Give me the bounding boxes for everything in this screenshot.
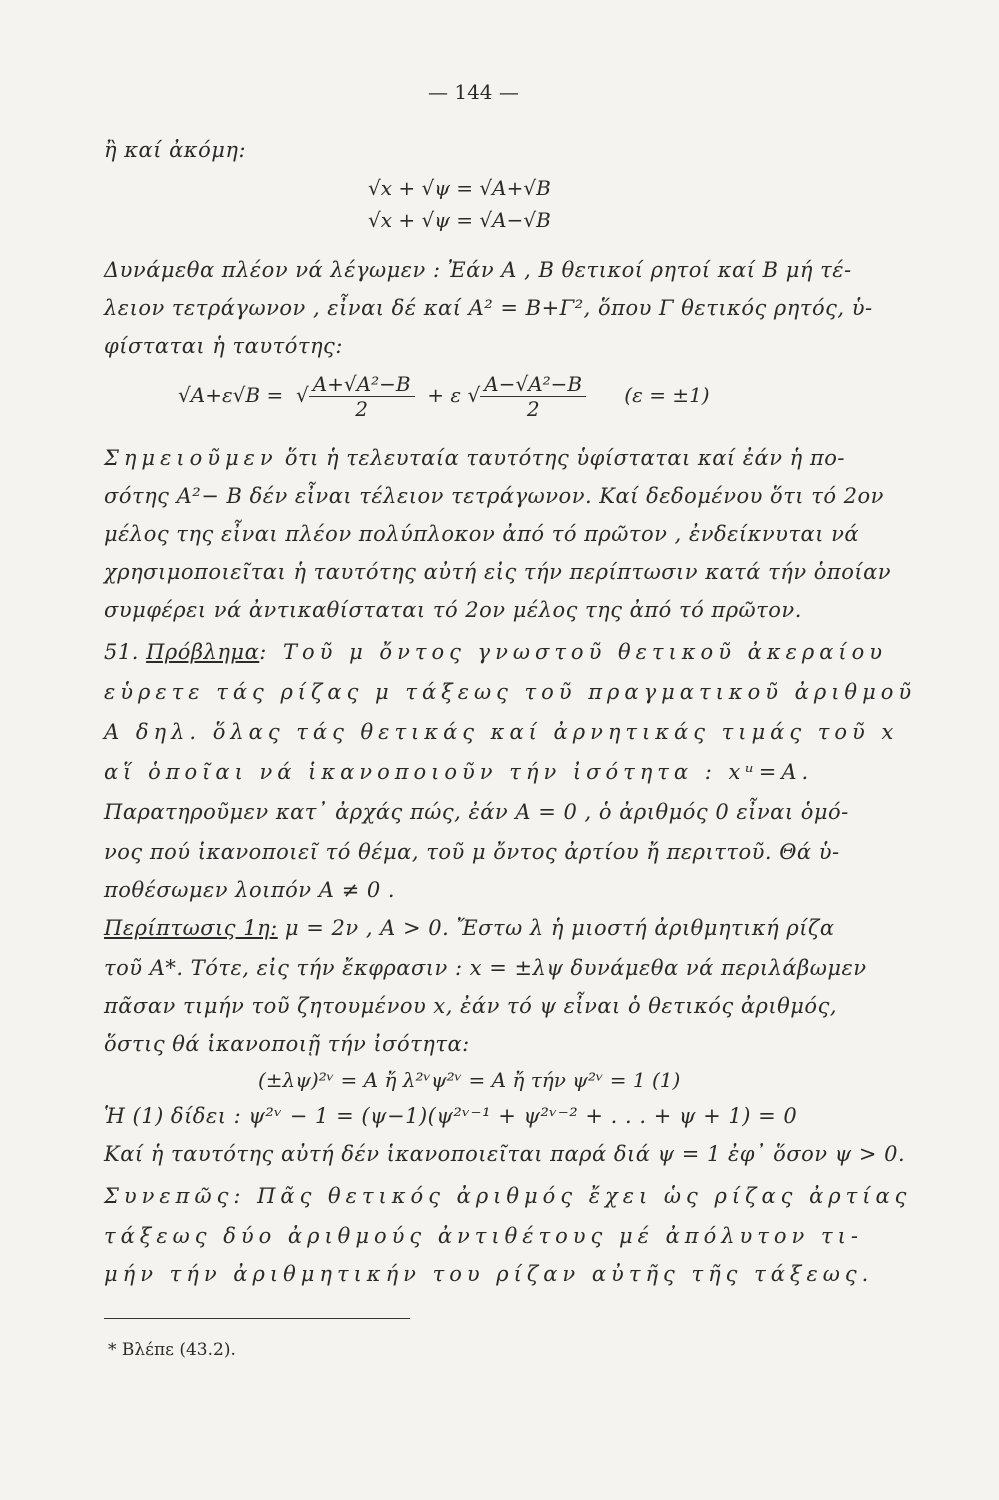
text-line: ποθέσωμεν λοιπόν A ≠ 0 . [104,878,396,902]
equation: √x + √ψ = √A−√B [368,208,551,232]
problem-label: Πρόβλημα [146,640,260,664]
equation-mid: + ε [427,383,462,407]
text-line: τάξεως δύο ἀριθμούς ἀντιθέτους μέ ἀπόλυτον τι- [104,1224,863,1248]
text-line: αἵ ὁποῖαι νά ἱκανοποιοῦν τήν ἰσότητα : xᵘ=A. [104,760,814,784]
text-line: μήν τήν ἀριθμητικήν του ρίζαν αὐτῆς τῆς τάξεως. [104,1262,874,1286]
text-line: Ἡ (1) δίδει : ψ²ᵛ − 1 = (ψ−1)(ψ²ᵛ⁻¹ + ψ²ᵛ⁻² + . . . + ψ + 1) = 0 [104,1104,798,1128]
text-line: Παρατηροῦμεν κατ᾽ ἀρχάς πώς, ἐάν A = 0 , ὁ ἀριθμός 0 εἶναι ὁμό- [104,800,849,824]
equation-lhs: √A+ε√B = [178,383,284,407]
text-line: μέλος της εἶναι πλέον πολύπλοκον ἀπό τό πρῶτον , ἐνδείκνυται νά [104,522,860,546]
text-line: Συνεπῶς: Πᾶς θετικός ἀριθμός ἔχει ὡς ρίζας ἀρτίας [104,1184,912,1208]
text-line: χρησιμοποιεῖται ἡ ταυτότης αὐτή εἰς τήν περίπτωσιν κατά τήν ὁποίαν [104,560,892,584]
text-line: τοῦ A*. Τότε, εἰς τήν ἔκφρασιν : x = ±λψ δυνάμεθα νά περιλάβωμεν [104,956,867,980]
equation: √x + √ψ = √A+√B [368,176,551,200]
equation: (±λψ)²ᵛ = A ἤ λ²ᵛψ²ᵛ = A ἤ τήν ψ²ᵛ = 1 (1) [258,1068,681,1092]
text-line: φίσταται ἡ ταυτότης: [104,334,343,358]
fraction: $\frac{\text{A+√A²−B}}{2}$ [309,372,415,421]
text-line: ὅστις θά ἱκανοποιῇ τήν ἰσότητα: [104,1032,470,1056]
equation-note: (ε = ±1) [624,383,710,407]
text-line: A δηλ. ὅλας τάς θετικάς καί ἀρνητικάς τιμάς τοῦ x [104,720,899,744]
text-line: νος πού ἱκανοποιεῖ τό θέμα, τοῦ μ ὄντος ἀρτίου ἤ περιττοῦ. Θά ὑ- [104,840,840,864]
text-line: συμφέρει νά ἀντικαθίσταται τό 2ον μέλος της ἀπό τό πρῶτον. [104,598,802,622]
text-line: Καί ἡ ταυτότης αὐτή δέν ἱκανοποιεῖται παρά διά ψ = 1 ἐφ᾽ ὅσον ψ > 0. [104,1142,906,1166]
page-number: — 144 — [428,80,519,104]
text-line: ἢ καί ἀκόμη: [104,138,247,162]
text-line: Δυνάμεθα πλέον νά λέγωμεν : Ἐάν A , B θετικοί ρητοί καί B μή τέ- [104,258,852,282]
footnote: * Βλέπε (43.2). [108,1340,236,1360]
text-line: Σημειοῦμεν ὅτι ἡ τελευταία ταυτότης ὑφίσταται καί ἐάν ἡ πο- [104,446,845,470]
text-line: εὑρετε τάς ρίζας μ τάξεως τοῦ πραγματικοῦ ἀριθμοῦ [104,680,917,704]
identity-equation: √A+ε√B = √ $\frac{\text{A+√A²−B}}{2}$ + ε √ $\frac{\text{A−√A²−B}}{2}$ (ε = ±1) [178,372,710,421]
case-heading: Περίπτωσις 1η: μ = 2ν , A > 0. Ἔστω λ ἡ μιοστή ἀριθμητική ρίζα [104,916,835,940]
text-line: σότης A²− B δέν εἶναι τέλειον τετράγωνον. Καί δεδομένου ὅτι τό 2ον [104,484,884,508]
text-line: πᾶσαν τιμήν τοῦ ζητουμένου x, ἐάν τό ψ εἶναι ὁ θετικός ἀριθμός, [104,994,838,1018]
fraction: $\frac{\text{A−√A²−B}}{2}$ [480,372,586,421]
footnote-divider [104,1318,410,1319]
problem-heading: 51. Πρόβλημα: Τοῦ μ ὄντος γνωστοῦ θετικοῦ ἀκεραίου [104,640,888,664]
case-label: Περίπτωσις 1η: [104,916,278,940]
text-line: λειον τετράγωνον , εἶναι δέ καί A² = B+Γ², ὅπου Γ θετικός ρητός, ὑ- [104,296,873,320]
